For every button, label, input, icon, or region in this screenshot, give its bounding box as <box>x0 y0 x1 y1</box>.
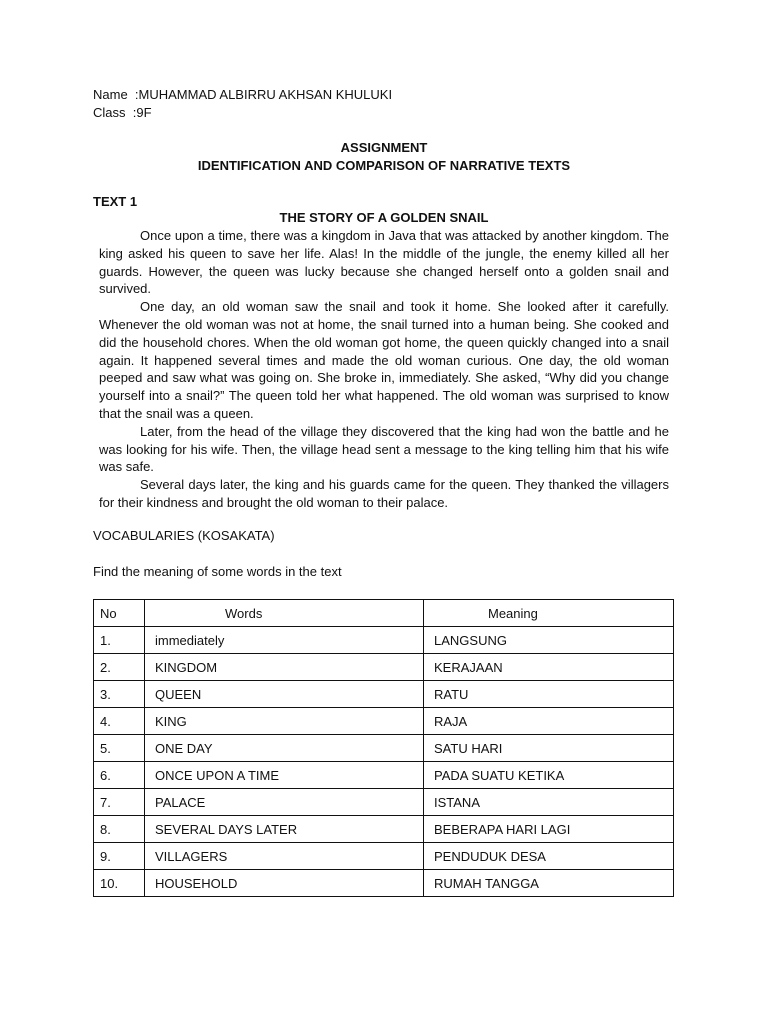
assignment-subtitle: IDENTIFICATION AND COMPARISON OF NARRATIVE TEXTS <box>197 158 571 173</box>
table-row <box>94 708 674 735</box>
student-name: Name :MUHAMMAD ALBIRRU AKHSAN KHULUKI <box>93 87 393 102</box>
row-number: 5. <box>94 735 145 762</box>
header-meaning: Meaning <box>424 600 674 627</box>
row-number: 3. <box>94 681 145 708</box>
vocabulary-title: VOCABULARIES (KOSAKATA) <box>93 528 275 543</box>
row-number: 6. <box>94 762 145 789</box>
story-paragraph: One day, an old woman saw the snail and took it home. She looked after it carefully. Whenever the old woman was not at home, the snail turned into a human being. She cooked and did the household chores. When the old woman got home, the queen quickly changed into a snail again. It happened several times and made the old woman curious. One day, the old woman peeped and saw what was going on. She broke in, immediately. She asked, “Why did you change yourself into a snail?” The queen told her what happened. The old woman was surprised to know that the snail was a queen. <box>99 299 669 421</box>
row-number: 2. <box>94 654 145 681</box>
story-title: THE STORY OF A GOLDEN SNAIL <box>279 210 489 225</box>
row-word: PALACE <box>145 789 424 816</box>
table-row <box>94 843 674 870</box>
row-number: 8. <box>94 816 145 843</box>
story-paragraph: Several days later, the king and his guards came for the queen. They thanked the villagers for their kindness and brought the old woman to their palace. <box>99 477 669 510</box>
row-meaning: PENDUDUK DESA <box>424 843 674 870</box>
row-word: immediately <box>145 627 424 654</box>
table-header-row <box>94 600 674 627</box>
row-number: 9. <box>94 843 145 870</box>
vocabulary-table <box>93 599 674 897</box>
row-meaning: LANGSUNG <box>424 627 674 654</box>
row-meaning: ISTANA <box>424 789 674 816</box>
table-row <box>94 789 674 816</box>
table-row <box>94 870 674 897</box>
row-meaning: KERAJAAN <box>424 654 674 681</box>
header-no: No <box>94 600 145 627</box>
row-word: QUEEN <box>145 681 424 708</box>
row-word: KINGDOM <box>145 654 424 681</box>
assignment-title: ASSIGNMENT <box>340 140 428 155</box>
row-meaning: RAJA <box>424 708 674 735</box>
header-words: Words <box>145 600 424 627</box>
table-row <box>94 627 674 654</box>
vocabulary-rows <box>94 627 674 897</box>
row-number: 7. <box>94 789 145 816</box>
vocabulary-instruction: Find the meaning of some words in the text <box>93 564 342 579</box>
row-number: 10. <box>94 870 145 897</box>
row-word: KING <box>145 708 424 735</box>
row-meaning: BEBERAPA HARI LAGI <box>424 816 674 843</box>
table-row <box>94 735 674 762</box>
row-number: 1. <box>94 627 145 654</box>
story-body <box>99 227 669 512</box>
story-paragraph: Once upon a time, there was a kingdom in Java that was attacked by another kingdom. The king asked his queen to save her life. Alas! In the middle of the jungle, the enemy killed all her guards. However, the queen was lucky because she changed herself onto a golden snail and survived. <box>99 228 669 297</box>
row-meaning: RUMAH TANGGA <box>424 870 674 897</box>
row-word: ONE DAY <box>145 735 424 762</box>
table-row <box>94 816 674 843</box>
row-word: VILLAGERS <box>145 843 424 870</box>
row-meaning: RATU <box>424 681 674 708</box>
table-row <box>94 681 674 708</box>
story-paragraph: Later, from the head of the village they discovered that the king had won the battle and he was looking for his wife. Then, the village head sent a message to the king telling him that his wife was safe. <box>99 423 669 475</box>
row-meaning: PADA SUATU KETIKA <box>424 762 674 789</box>
text-label: TEXT 1 <box>93 194 138 209</box>
row-number: 4. <box>94 708 145 735</box>
table-row <box>94 762 674 789</box>
student-class: Class :9F <box>93 105 152 120</box>
row-word: HOUSEHOLD <box>145 870 424 897</box>
table-row <box>94 654 674 681</box>
row-meaning: SATU HARI <box>424 735 674 762</box>
row-word: SEVERAL DAYS LATER <box>145 816 424 843</box>
row-word: ONCE UPON A TIME <box>145 762 424 789</box>
